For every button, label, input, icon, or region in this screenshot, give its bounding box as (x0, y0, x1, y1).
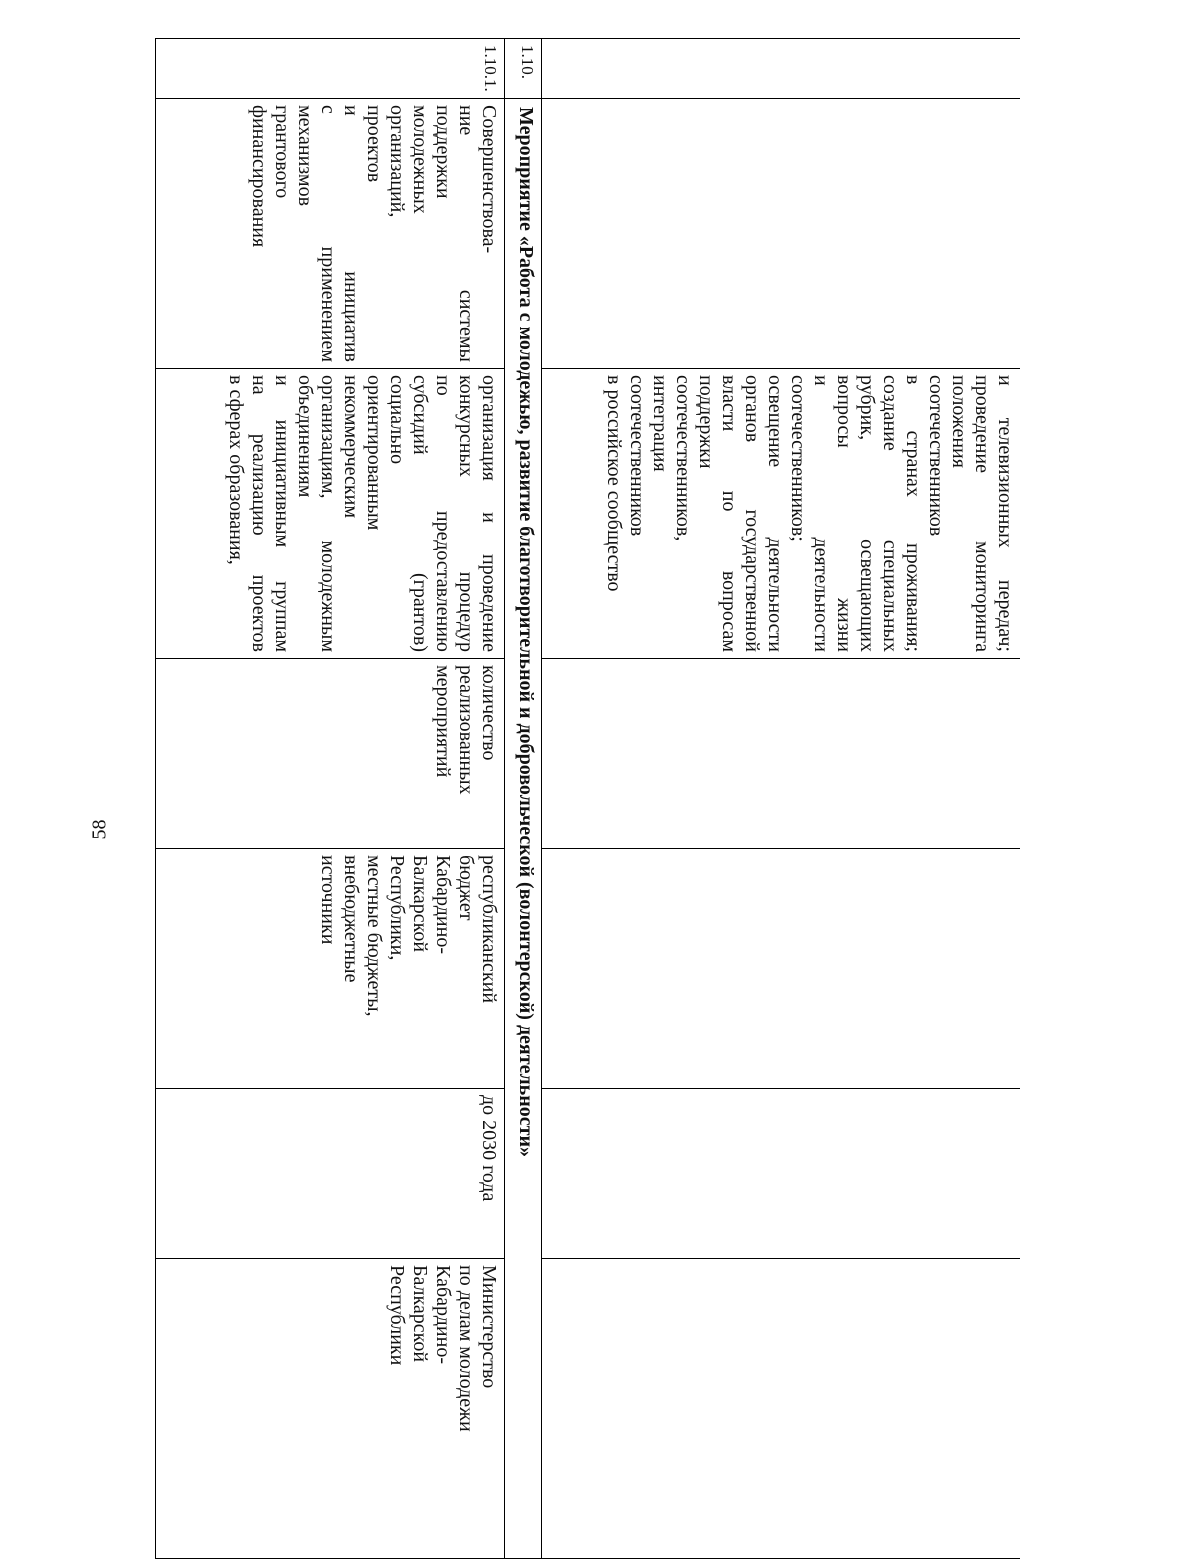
text-line: реализованных (455, 665, 477, 795)
text-line: объединениям (294, 375, 316, 498)
text-line: Республики (386, 1265, 408, 1366)
text-line: Кабардино- (432, 1265, 454, 1364)
row-measures-cell (156, 369, 505, 659)
text-line: конкурсных процедур (455, 375, 477, 652)
row-number: 1.10.1. (156, 39, 505, 99)
text-line: на реализацию проектов (248, 375, 270, 652)
cont-name-cell (542, 99, 1021, 369)
text-line: вопросы жизни (833, 375, 855, 652)
row-name-cell (156, 99, 505, 369)
text-line: мероприятий (432, 665, 454, 778)
text-line: Министерство (478, 1265, 500, 1389)
continued-row (542, 39, 1021, 1559)
text-line: проведение мониторинга (971, 375, 993, 652)
text-line: поддержки (695, 375, 717, 469)
section-title: Мероприятие «Работа с молодежью, развитие благотворительной и добровольческой (волонтерской) деятельности» (505, 99, 542, 1559)
rotated-table-page (155, 38, 1020, 1558)
cont-indicator-cell (542, 659, 1021, 849)
cont-measures-cell (542, 369, 1021, 659)
text-line: поддержки (432, 105, 454, 199)
measures-table (155, 38, 1020, 1559)
text-line: Совершенствова- (478, 105, 500, 254)
text-line: проектов (363, 105, 385, 183)
table-row (156, 39, 505, 1559)
row-deadline-cell: до 2030 года (156, 1089, 505, 1259)
text-line: Кабардино- (432, 855, 454, 954)
text-line: в сферах образования, (225, 375, 247, 565)
text-line: организаций, (386, 105, 408, 218)
text-line: источники (317, 855, 339, 945)
text-line: Балкарской (409, 1265, 431, 1363)
text-line: соотечественников; (787, 375, 809, 542)
text-line: рубрик, освещающих (856, 375, 878, 652)
section-row (505, 39, 542, 1559)
row-executor-cell (156, 1259, 505, 1559)
cont-source-cell (542, 849, 1021, 1089)
text-line: соотечественников (925, 375, 947, 537)
text-line: Балкарской (409, 855, 431, 953)
text-line: социально (386, 375, 408, 465)
row-indicator-cell (156, 659, 505, 849)
cont-num-cell (542, 39, 1021, 99)
text-line: и телевизионных передач; (994, 375, 1016, 652)
text-line: в российское сообщество (603, 375, 625, 592)
row-source-cell (156, 849, 505, 1089)
text-line: организация и проведение (478, 375, 500, 652)
text-line: организациям, молодежным (317, 375, 339, 652)
text-line: ние системы (455, 105, 477, 362)
text-line: соотечественников, (672, 375, 694, 542)
text-line: положения (948, 375, 970, 468)
page-number: 58 (88, 819, 111, 840)
section-number: 1.10. (505, 39, 542, 99)
text-line: республиканский (478, 855, 500, 1004)
text-line: грантового (271, 105, 293, 199)
text-line: Республики, (386, 855, 408, 961)
text-line: механизмов (294, 105, 316, 207)
text-line: финансирования (248, 105, 270, 248)
text-line: бюджет (455, 855, 477, 921)
text-line: молодежных (409, 105, 431, 214)
text-line: освещение деятельности (764, 375, 786, 652)
text-line: в странах проживания; (902, 375, 924, 652)
text-line: органов государственной (741, 375, 763, 652)
text-line: местные бюджеты, (363, 855, 385, 1017)
text-line: по предоставлению (432, 375, 454, 652)
text-line: с применением (317, 105, 339, 362)
text-line: внебюджетные (340, 855, 362, 983)
cont-deadline-cell (542, 1089, 1021, 1259)
text-line: и деятельности (810, 375, 832, 652)
text-line: интеграция (649, 375, 671, 472)
text-line: по делам молодежи (455, 1265, 477, 1432)
text-line: ориентированным (363, 375, 385, 531)
text-line: некоммерческим (340, 375, 362, 518)
text-line: субсидий (грантов) (409, 375, 431, 652)
text-line: и инициатив (340, 105, 362, 362)
cont-executor-cell (542, 1259, 1021, 1559)
text-line: власти по вопросам (718, 375, 740, 652)
text-line: соотечественников (626, 375, 648, 537)
text-line: количество (478, 665, 500, 761)
text-line: и инициативным группам (271, 375, 293, 652)
text-line: создание специальных (879, 375, 901, 652)
